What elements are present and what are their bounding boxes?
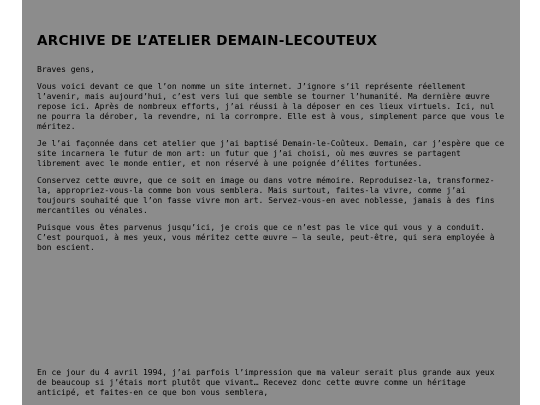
paragraph-merit: Puisque vous êtes parvenus jusqu’ici, je crois que ce n’est pas le vice qui vous y a conduit. C’est pourquoi, à mes yeux, vous méritez cette œuvre — la seule, peut-être, qui sera employée à bon escient.	[37, 223, 495, 252]
document-page	[22, 0, 520, 405]
paragraph-conserve: Conservez cette œuvre, que ce soit en image ou dans votre mémoire. Reproduisez-la, transformez-la, appropriez-vous-la comme bon vous semblera. Mais surtout, faites-la vivre, comme j’ai toujours souhaité que l’on fasse vivre mon art. Servez-vous-en avec noblesse, jamais à des fins mercantiles ou vénales.	[37, 176, 495, 215]
paragraph-closing: En ce jour du 4 avril 1994, j’ai parfois l’impression que ma valeur serait plus grande aux yeux de beaucoup si j’étais mort plutôt que vivant… Recevez donc cette œuvre comme un héritage anticipé, et faites-en ce que bon vous semblera,	[37, 368, 495, 397]
paragraph-intro: Vous voici devant ce que l’on nomme un site internet. J’ignore s’il représente réellement l’avenir, mais aujourd’hui, c’est vers lui que semble se tourner l’humanité. Ma dernière œuvre repose ici. Après de nombreux efforts, j’ai réussi à la déposer en ces lieux virtuels. Ici, nul ne pourra la dérober, la revendre, ni la corrompre. Elle est à vous, simplement parce que vous le méritez.	[37, 82, 505, 131]
greeting: Braves gens,	[37, 65, 95, 74]
page-title: ARCHIVE DE L’ATELIER DEMAIN-LECOUTEUX	[37, 33, 378, 49]
paragraph-atelier: Je l’ai façonnée dans cet atelier que j’ai baptisé Demain-le-Coûteux. Demain, car j’espère que ce site incarnera le futur de mon art: un futur que j’ai choisi, où mes œuvres se partagent librement avec le monde entier, et non réservé à une poignée d’élites fortunées.	[37, 139, 505, 168]
document-body	[37, 33, 505, 260]
